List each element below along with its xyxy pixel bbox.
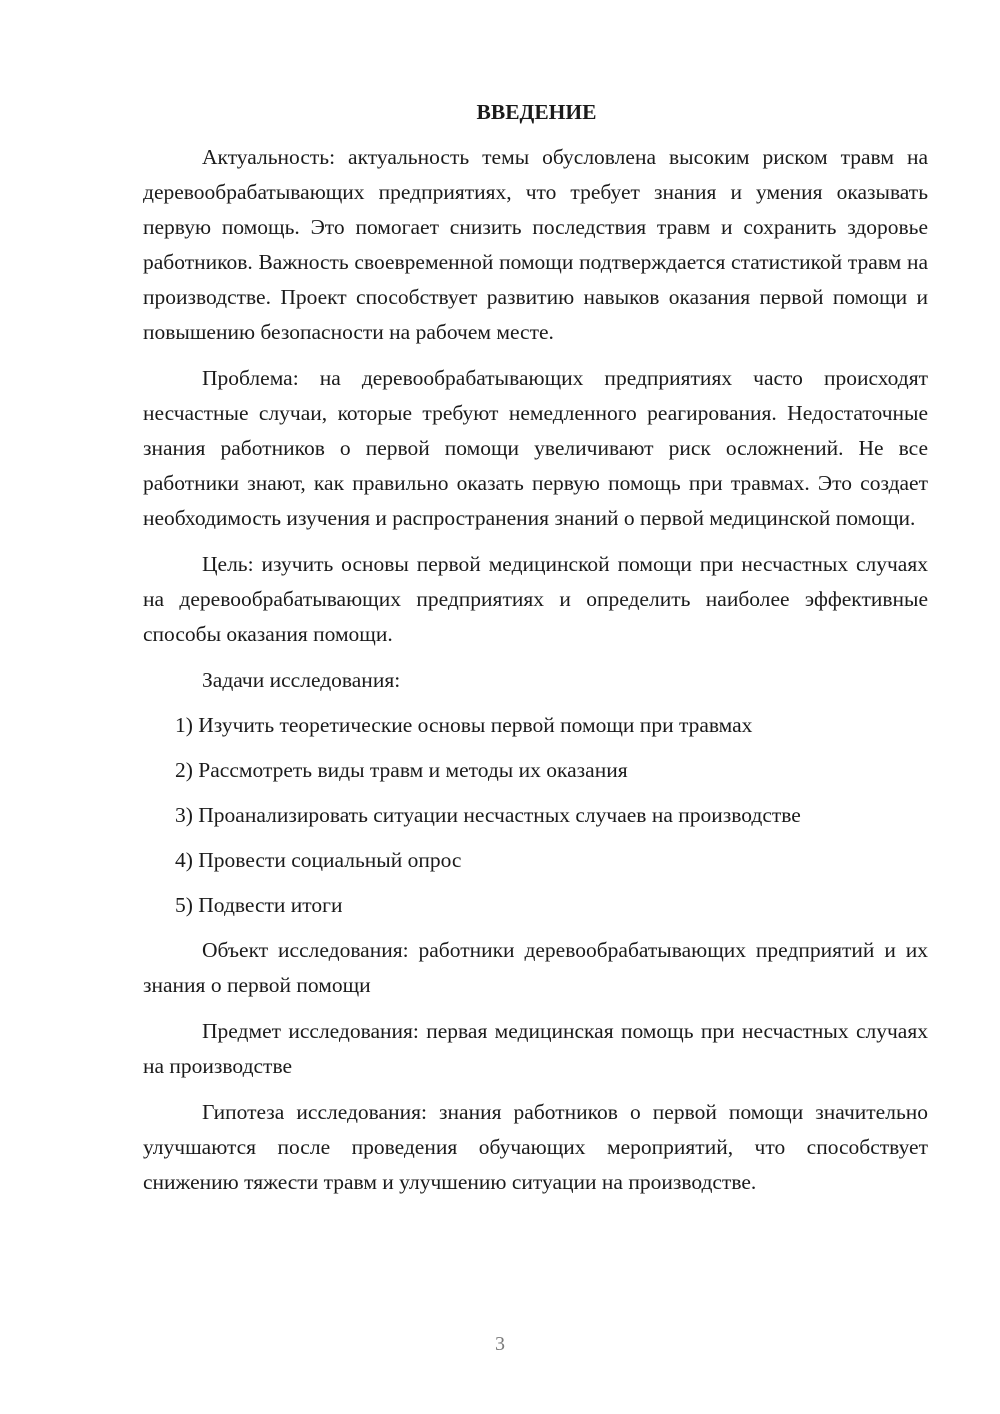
tasks-heading: Задачи исследования: bbox=[202, 668, 401, 692]
relevance-paragraph: Актуальность: актуальность темы обусловлена высоким риском травм на деревообрабатывающих предприятиях, что требует знания и умения оказывать первую помощь. Это помогает снизить последствия травм и сохранить здоровье работников. Важность своевременной помощи подтверждается статистикой травм на производстве. Проект способствует развитию навыков оказания первой помощи и повышению безопасности на рабочем месте. bbox=[143, 145, 928, 344]
page-number: 3 bbox=[495, 1333, 505, 1355]
list-item: 4) Провести социальный опрос bbox=[175, 848, 462, 872]
object-paragraph: Объект исследования: работники деревообрабатывающих предприятий и их знания о первой помощи bbox=[143, 938, 928, 997]
list-item: 5) Подвести итоги bbox=[175, 893, 343, 917]
subject-paragraph: Предмет исследования: первая медицинская помощь при несчастных случаях на производстве bbox=[143, 1019, 928, 1078]
list-item: 3) Проанализировать ситуации несчастных случаев на производстве bbox=[175, 803, 801, 827]
list-item: 2) Рассмотреть виды травм и методы их оказания bbox=[175, 758, 628, 782]
document-page bbox=[143, 95, 928, 1211]
problem-paragraph: Проблема: на деревообрабатывающих предприятиях часто происходят несчастные случаи, которые требуют немедленного реагирования. Недостаточные знания работников о первой помощи увеличивают риск осложнений. Не все работники знают, как правильно оказать первую помощь при травмах. Это создает необходимость изучения и распространения знаний о первой медицинской помощи. bbox=[143, 366, 928, 530]
section-title: ВВЕДЕНИЕ bbox=[476, 100, 597, 124]
goal-paragraph: Цель: изучить основы первой медицинской помощи при несчастных случаях на деревообрабатывающих предприятиях и определить наиболее эффективные способы оказания помощи. bbox=[143, 552, 928, 646]
hypothesis-paragraph: Гипотеза исследования: знания работников о первой помощи значительно улучшаются после проведения обучающих мероприятий, что способствует снижению тяжести травм и улучшению ситуации на производстве. bbox=[143, 1100, 928, 1194]
list-item: 1) Изучить теоретические основы первой помощи при травмах bbox=[175, 713, 753, 737]
tasks-list bbox=[143, 708, 928, 923]
